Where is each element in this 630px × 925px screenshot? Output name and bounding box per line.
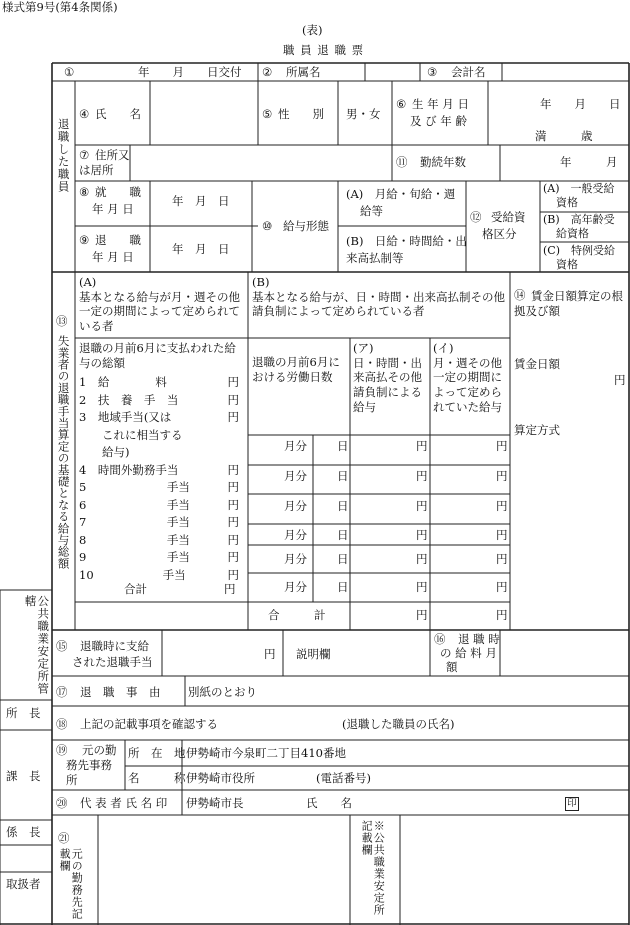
elig-label-1: 受給資 (491, 210, 526, 224)
basis-a-item-unit[interactable]: 円 (227, 567, 239, 582)
pay-num: ⑩ (262, 219, 273, 233)
hire-num: ⑧ (79, 185, 90, 199)
r17-num: ⑰ (56, 685, 68, 699)
basis-b-i-header (433, 341, 509, 415)
basis-c-num: ⑭ (514, 288, 526, 302)
basis-b-row-month[interactable]: 月分 (284, 580, 307, 594)
pay-label: 給与形態 (283, 219, 329, 233)
service-num: ⑪ (396, 155, 408, 169)
address-label-1: 住所又 (95, 148, 130, 162)
retire-value[interactable]: 年 月 日 (172, 242, 230, 256)
retire-label-1: 退 職 (95, 233, 141, 247)
r15-num: ⑮ (56, 639, 68, 653)
r15-label-1: 退職時に支給 (80, 639, 149, 653)
basis-b-total-a: 円 (416, 608, 428, 622)
basis-b-row-days[interactable]: 日 (337, 499, 349, 513)
basis-a-subheader: 退職の月前6月に支払われた給与の総額 (79, 341, 236, 370)
sex-label: 性 別 (278, 107, 324, 121)
elig-a-1[interactable]: (A) 一般受給 (543, 182, 615, 195)
elig-a-2: 資格 (556, 196, 578, 209)
r18-name-label[interactable]: (退職した職員の氏名) (342, 717, 455, 731)
service-value[interactable]: 年 月 (560, 155, 618, 169)
basis-b-header (252, 275, 507, 319)
address-num: ⑦ (79, 148, 90, 162)
birth-label-1: 生 年 月 日 (412, 97, 469, 111)
basis-a-item (79, 427, 239, 443)
basis-b-row-days[interactable]: 日 (337, 469, 349, 483)
hire-label-2: 年 月 日 (92, 202, 134, 216)
r16-label-3: 額 (446, 660, 458, 674)
basis-a-item (79, 392, 239, 408)
r21-label-text: 元の勤務先記載欄 (58, 848, 84, 920)
basis-c-daily-label: 賃金日額 (514, 357, 560, 371)
r20-value[interactable]: 伊勢崎市長 (186, 796, 244, 810)
r19-addr-label: 所 在 地 (128, 746, 186, 760)
basis-a-item (79, 497, 239, 513)
basis-b-row-month[interactable]: 月分 (284, 552, 307, 566)
hire-label-1: 就 職 (95, 185, 141, 199)
elig-num: ⑫ (470, 210, 482, 224)
basis-b-a-header (353, 341, 429, 415)
basis-a-item-label: 7 手当 (79, 515, 190, 529)
r15-unit: 円 (264, 647, 276, 661)
basis-c-daily-unit: 円 (614, 373, 626, 387)
r18-num: ⑱ (56, 717, 68, 731)
office-label-text: 公共職業安定所管轄 (23, 595, 51, 695)
basis-b-i-header-text: (イ) 月・週その他一定の期間によって定められていた給与 (433, 341, 502, 414)
chief-label: 所 長 (6, 706, 41, 720)
basis-a-item-unit[interactable]: 円 (227, 462, 239, 477)
r19-num: ⑲ (56, 743, 68, 757)
pay-a-1[interactable]: (A) 月給・旬給・週 (346, 187, 456, 201)
basis-a-item-unit[interactable]: 円 (227, 375, 239, 389)
retire-label-2: 年 月 日 (92, 250, 134, 264)
basis-b-row-month[interactable]: 月分 (284, 528, 307, 542)
handler-label: 取扱者 (6, 877, 41, 891)
basis-a-item-unit[interactable]: 円 (227, 532, 239, 547)
r20-num: ⑳ (56, 796, 68, 810)
r21-num: ㉑ (58, 831, 70, 845)
basis-b-row-a[interactable]: 円 (416, 469, 428, 483)
r20-label: 代 表 者 氏 名 印 (80, 796, 168, 810)
basis-a-item-label: 10 手当 (79, 567, 186, 582)
r21-office-label-text: ※公共職業安定所記載欄 (360, 820, 386, 916)
basis-b-row-month[interactable]: 月分 (284, 469, 307, 483)
name-num: ④ (79, 107, 90, 121)
r19-label-1: 元の勤 (82, 743, 117, 757)
basis-b-total-label: 合 計 (268, 608, 326, 622)
basis-a-item-unit[interactable]: 円 (227, 515, 239, 529)
basis-a-item (79, 567, 239, 583)
r16-num: ⑯ (434, 632, 446, 646)
basis-b-row-i[interactable]: 円 (496, 528, 508, 542)
r17-value[interactable]: 別紙のとおり (188, 685, 257, 699)
basis-a-item-label: 3 地域手当(又は (79, 410, 172, 424)
office-label-1 (24, 595, 49, 695)
basis-a-item-label: 5 手当 (79, 480, 190, 494)
basis-b-row-a[interactable]: 円 (416, 552, 428, 566)
basis-a-item (79, 462, 239, 478)
elig-c-2: 資格 (556, 258, 578, 271)
basis-a-item-label: 2 扶 養 手 当 (79, 392, 179, 407)
basis-a-header-text: (A) 基本となる給与が月・週その他一定の期間によって定められている者 (79, 275, 240, 334)
basis-c-method-label: 算定方式 (514, 423, 560, 437)
elig-b-1[interactable]: (B) 高年齢受 (543, 213, 615, 226)
hire-value[interactable]: 年 月 日 (172, 194, 230, 208)
retire-num: ⑨ (79, 233, 90, 247)
basis-b-row-days[interactable]: 日 (337, 439, 349, 453)
basis-a-item-unit[interactable]: 円 (227, 550, 239, 564)
basis-a-item-label: 給与) (79, 445, 130, 459)
retiree-section-label: 退職した職員 (56, 118, 71, 193)
basis-a-item-label: これに相当する (79, 427, 183, 442)
basis-b-row-month[interactable]: 月分 (284, 439, 307, 453)
address-label-2: は居所 (79, 163, 114, 177)
birth-age[interactable]: 満 歳 (535, 129, 593, 143)
dept-label: 所属名 (286, 65, 321, 79)
basis-b-header-text: (B) 基本となる給与が、日・時間・出来高払制その他請負制によって定められている者 (252, 275, 505, 319)
account-num: ③ (427, 65, 438, 79)
pay-b-1[interactable]: (B) 日給・時間給・出 (346, 234, 467, 248)
issue-date-field[interactable]: 年 月 日交付 (138, 65, 242, 79)
page-title: 職 員 退 職 票 (283, 43, 365, 57)
basis-a-item-label: 8 手当 (79, 532, 190, 547)
r15-explanation-label: 説明欄 (296, 647, 331, 661)
basis-a-item-unit[interactable]: 円 (227, 480, 239, 494)
basis-a-item (79, 532, 239, 548)
r16-label-2: の 給 料 月 (440, 646, 497, 660)
basis-b-row-a[interactable]: 円 (416, 580, 428, 594)
side-label: (表) (302, 23, 323, 37)
basis-c-header: 賃金日額算定の根拠及び額 (514, 289, 623, 318)
basis-a-item-unit[interactable]: 円 (227, 392, 239, 407)
elig-c-1[interactable]: (C) 特例受給 (543, 244, 615, 257)
r16-label-1: 退 職 時 (458, 632, 500, 646)
basis-a-total-unit: 円 (224, 582, 236, 596)
basis-a-item (79, 409, 239, 425)
r19-name-value[interactable]: 伊勢崎市役所 (186, 771, 255, 785)
r19-label-3: 所 (66, 773, 78, 787)
r19-addr-value[interactable]: 伊勢崎市今泉町二丁目410番地 (186, 746, 346, 760)
basis-a-header (79, 275, 245, 334)
basis-a-item-label: 9 手当 (79, 550, 190, 564)
r19-name-label: 名 称 (128, 771, 186, 785)
basis-a-item (79, 514, 239, 530)
issue-num: ① (64, 65, 75, 79)
basis-b-row-a[interactable]: 円 (416, 528, 428, 542)
service-label: 勤続年数 (420, 155, 466, 169)
basis-a-item (79, 479, 239, 495)
basis-b-row-i[interactable]: 円 (496, 499, 508, 513)
r15-label-2: された退職手当 (72, 655, 153, 669)
sex-num: ⑤ (262, 107, 273, 121)
pay-a-2: 給等 (360, 204, 383, 218)
basis-a-item-unit[interactable]: 円 (227, 410, 239, 424)
birth-num: ⑥ (396, 97, 407, 111)
r18-label: 上記の記載事項を確認する (80, 717, 218, 731)
r17-label: 退 職 事 由 (80, 685, 161, 699)
subsection-chief-label: 係 長 (6, 825, 41, 839)
elig-b-2: 給資格 (556, 227, 589, 240)
basis-a-item-unit[interactable]: 円 (227, 497, 239, 512)
basis-section-label: 失業者の退職手当算定の基礎となる給与総額 (56, 335, 71, 569)
basis-b-a-header-text: (ア) 日・時間・出来高払その他請負制による給与 (353, 341, 422, 414)
sex-value[interactable]: 男・女 (346, 107, 381, 121)
pay-b-2: 来高払制等 (346, 251, 404, 265)
birth-ymd[interactable]: 年 月 日 (540, 97, 621, 111)
r21-office-label (360, 820, 384, 920)
basis-a-item-label: 4 時間外勤務手当 (79, 462, 179, 477)
r19-tel-label[interactable]: (電話番号) (316, 771, 371, 785)
basis-a-item-label: 1 給 料 (79, 375, 167, 389)
basis-b-row-i[interactable]: 円 (496, 469, 508, 483)
basis-a-item (79, 444, 239, 460)
basis-b-row-i[interactable]: 円 (496, 439, 508, 453)
basis-a-item (79, 374, 239, 390)
basis-a-item (79, 549, 239, 565)
basis-b-total-i: 円 (496, 608, 508, 622)
basis-b-row-days[interactable]: 日 (337, 528, 349, 542)
basis-b-row-month[interactable]: 月分 (284, 499, 307, 513)
basis-b-row-days[interactable]: 日 (337, 552, 349, 566)
basis-b-row-days[interactable]: 日 (337, 580, 349, 594)
r21-label (58, 848, 82, 922)
r19-label-2: 務先事務 (66, 758, 112, 772)
basis-b-days-header: 退職の月前6月における労働日数 (252, 355, 340, 384)
section-chief-label: 課 長 (6, 769, 41, 783)
elig-label-2: 格区分 (482, 227, 517, 241)
basis-a-item-label: 6 手当 (79, 497, 190, 512)
account-label: 会計名 (451, 65, 486, 79)
basis-b-row-a[interactable]: 円 (416, 439, 428, 453)
form-number: 様式第9号(第4条関係) (2, 0, 118, 14)
name-label: 氏 名 (95, 107, 141, 121)
seal-mark: 印 (565, 797, 579, 811)
basis-b-row-i[interactable]: 円 (496, 580, 508, 594)
basis-num: ⑬ (56, 314, 68, 328)
dept-num: ② (262, 65, 273, 79)
basis-b-row-i[interactable]: 円 (496, 552, 508, 566)
basis-b-row-a[interactable]: 円 (416, 499, 428, 513)
r20-name-label: 氏 名 (306, 796, 352, 810)
birth-label-2: 及 び 年 齢 (410, 114, 467, 128)
basis-a-total-label: 合計 (124, 582, 147, 596)
